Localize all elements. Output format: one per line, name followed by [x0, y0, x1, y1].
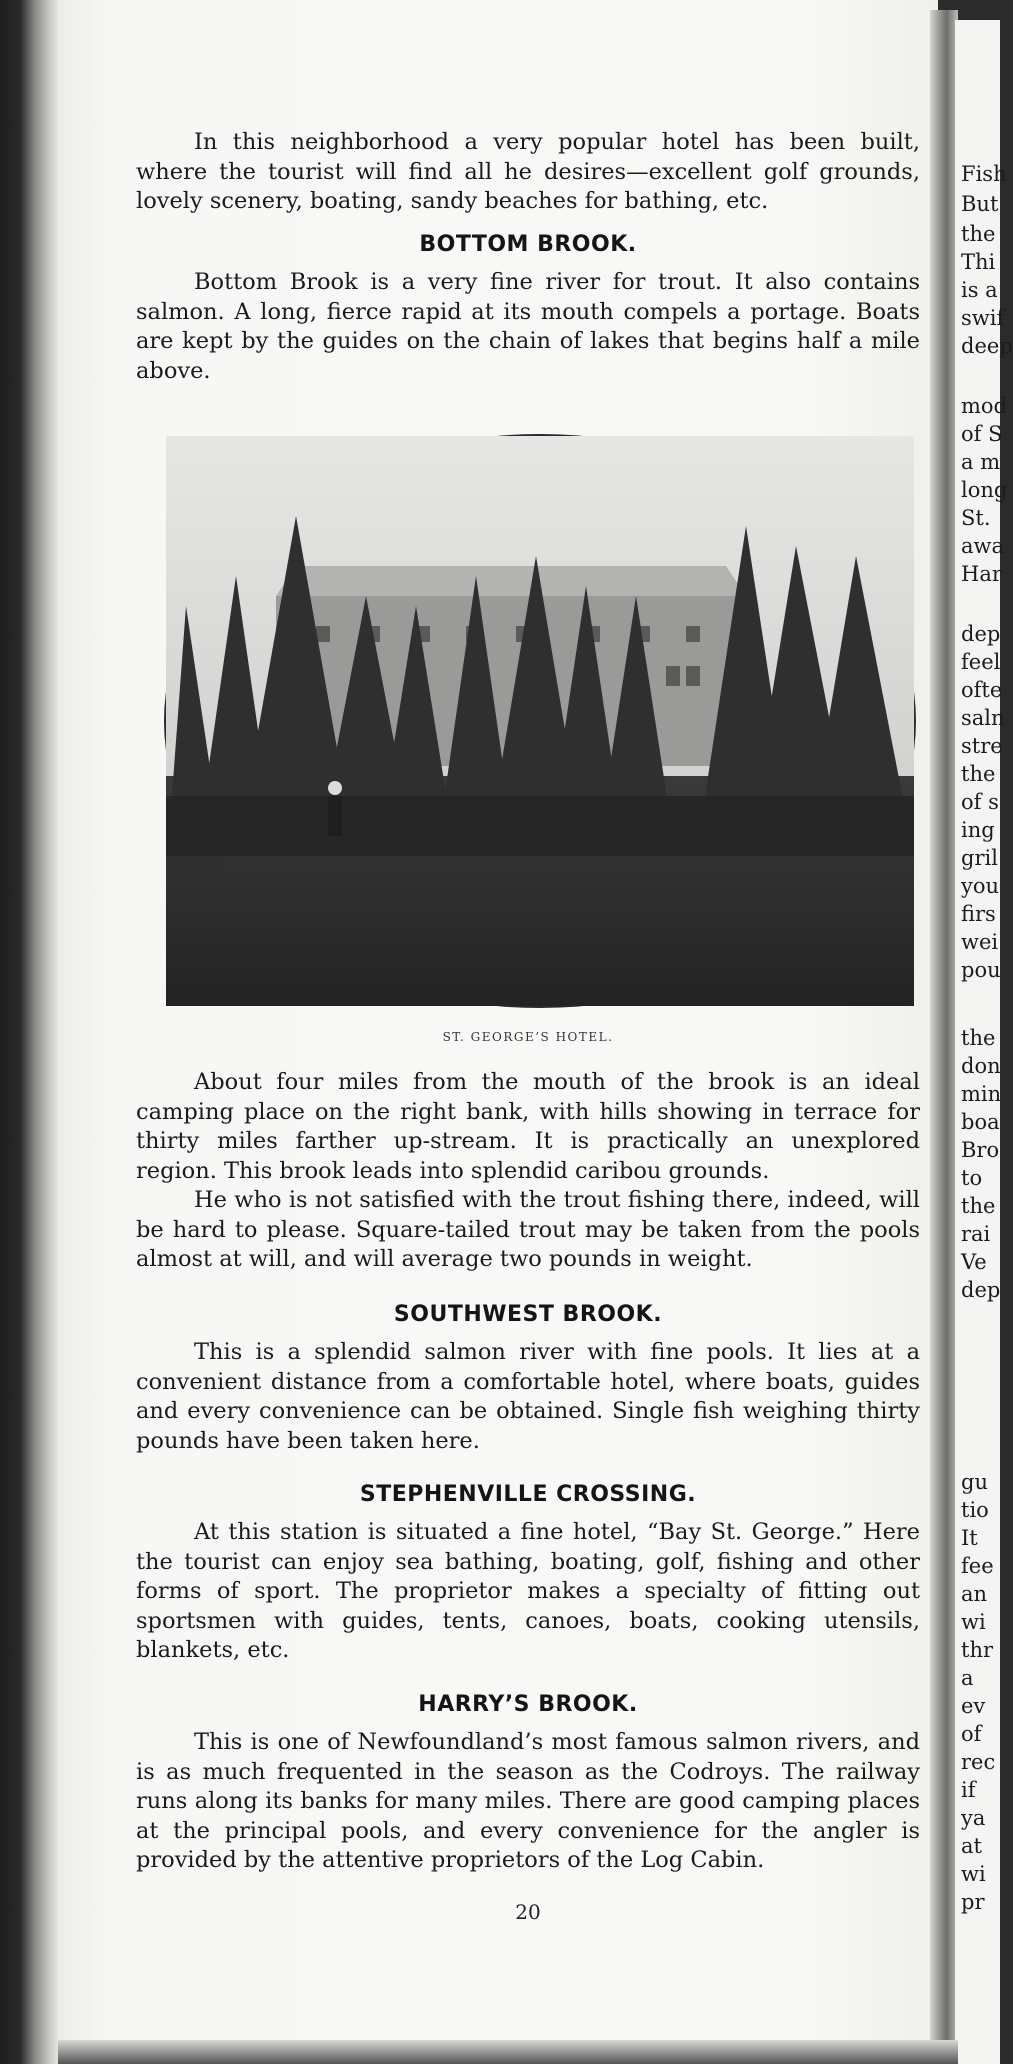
bottom-brook-camping-paragraph: About four miles from the mouth of the brook is an ideal camping place on the right bank, with hills showing in terrace for thirty miles farther up-stream. It is practically an unexplored region. This brook leads into splendid caribou grounds.	[136, 1069, 920, 1184]
facing-page-line-fragment: It	[961, 1526, 978, 1550]
facing-page-line-fragment: saln	[961, 706, 1005, 730]
facing-page-line-fragment: firs	[961, 902, 996, 926]
facing-page-line-fragment: gu	[961, 1470, 988, 1494]
facing-page-line-fragment: a m	[961, 450, 1001, 474]
facing-page-line-fragment: you	[961, 874, 1000, 898]
facing-page-line-fragment: wi	[961, 1862, 986, 1886]
facing-page-line-fragment: is a	[961, 278, 998, 302]
hotel-photograph	[164, 434, 916, 1008]
page-bottom-shadow	[58, 2040, 958, 2064]
heading-southwest-brook: SOUTHWEST BROOK.	[393, 1302, 663, 1327]
facing-page-line-fragment: ya	[961, 1806, 986, 1830]
hotel-photo-illustration	[166, 436, 914, 1006]
facing-page-line-fragment: ing	[961, 818, 995, 842]
facing-page-line-fragment: an	[961, 1582, 988, 1606]
facing-page-line-fragment: Bro	[961, 1138, 1000, 1162]
facing-page-line-fragment: gril	[961, 846, 998, 870]
facing-page-line-fragment: wi	[961, 1610, 986, 1634]
heading-bottom-brook: BOTTOM BROOK.	[419, 232, 637, 257]
facing-page-line-fragment: of S	[961, 422, 1003, 446]
facing-page-line-fragment: awa	[961, 534, 1005, 558]
bottom-brook-trout-paragraph: He who is not satisfied with the trout fishing there, indeed, will be hard to please. Square-tailed trout may be taken from the pools almost at will, and will average two pounds in weight.	[136, 1187, 920, 1272]
facing-page-line-fragment: of s	[961, 790, 999, 814]
facing-page-line-fragment: thr	[961, 1638, 994, 1662]
intro-paragraph: In this neighborhood a very popular hotel has been built, where the tourist will find all he desires—excellent golf grounds, lovely scenery, boating, sandy beaches for bathing, etc.	[136, 129, 920, 214]
facing-page-line-fragment: ev	[961, 1694, 986, 1718]
facing-page-line-fragment: stre	[961, 734, 1003, 758]
facing-page-line-fragment: dep	[961, 1278, 1001, 1302]
facing-page-line-fragment: if	[961, 1778, 976, 1802]
page-gutter	[930, 10, 958, 2064]
facing-page-line-fragment: Thi	[961, 250, 996, 274]
facing-page-line-fragment: swif	[961, 306, 1005, 330]
facing-page-edge	[955, 20, 1013, 2064]
facing-page-line-fragment: ofte	[961, 678, 1003, 702]
stephenville-crossing-text	[136, 1518, 920, 1666]
southwest-brook-paragraph: This is a splendid salmon river with fine pools. It lies at a convenient distance from a comfortable hotel, where boats, guides and every convenience can be obtained. Single fish weighing thirty pounds have been taken here.	[136, 1339, 920, 1454]
bottom-brook-text	[136, 268, 920, 386]
facing-page-line-fragment: But	[961, 192, 999, 216]
facing-page-line-fragment: rec	[961, 1750, 996, 1774]
harrys-brook-text	[136, 1728, 920, 1876]
book-binding-edge	[0, 0, 58, 2064]
facing-page-line-fragment: fee	[961, 1554, 994, 1578]
facing-page-line-fragment: the	[961, 1026, 996, 1050]
facing-page-line-fragment: mod	[961, 394, 1007, 418]
facing-page-line-fragment: Har	[961, 562, 1002, 586]
facing-page-line-fragment: Fish	[961, 162, 1007, 186]
facing-page-line-fragment: tio	[961, 1498, 989, 1522]
bottom-brook-continued	[136, 1068, 920, 1275]
facing-page-line-fragment: pr	[961, 1890, 985, 1914]
facing-page-line-fragment: the	[961, 1194, 996, 1218]
facing-page-line-fragment: wei	[961, 930, 999, 954]
southwest-brook-text	[136, 1338, 920, 1456]
intro-text	[136, 128, 920, 217]
facing-page-line-fragment: Ve	[961, 1250, 987, 1274]
page-number: 20	[515, 1900, 541, 1924]
facing-page-line-fragment: boa	[961, 1110, 1000, 1134]
facing-page-line-fragment: at	[961, 1834, 982, 1858]
facing-page-line-fragment: dep	[961, 622, 1001, 646]
heading-harrys-brook: HARRY’S BROOK.	[418, 1692, 638, 1717]
facing-page-line-fragment: of	[961, 1722, 982, 1746]
facing-page-line-fragment: pou	[961, 958, 1001, 982]
facing-page-line-fragment: to	[961, 1166, 983, 1190]
facing-page-line-fragment: St.	[961, 506, 991, 530]
facing-page-line-fragment: deep	[961, 334, 1013, 358]
heading-stephenville-crossing: STEPHENVILLE CROSSING.	[359, 1482, 697, 1507]
facing-page-line-fragment: don	[961, 1054, 1001, 1078]
harrys-brook-paragraph: This is one of Newfoundland’s most famous salmon rivers, and is as much frequented in the season as the Codroys. The railway runs along its banks for many miles. There are good camping places at the principal pools, and every convenience for the angler is provided by the attentive proprietors of the Log Cabin.	[136, 1729, 920, 1873]
bottom-brook-paragraph: Bottom Brook is a very fine river for trout. It also contains salmon. A long, fierce rapid at its mouth compels a portage. Boats are kept by the guides on the chain of lakes that begins half a mile above.	[136, 269, 920, 384]
facing-page-line-fragment: a	[961, 1666, 974, 1690]
facing-page-line-fragment: the	[961, 762, 996, 786]
facing-page-line-fragment: long	[961, 478, 1008, 502]
facing-page-line-fragment: the	[961, 222, 996, 246]
photo-caption: ST. GEORGE’S HOTEL.	[442, 1030, 614, 1044]
facing-page-line-fragment: rai	[961, 1222, 991, 1246]
facing-page-line-fragment: feel	[961, 650, 1001, 674]
facing-page-line-fragment: min	[961, 1082, 1002, 1106]
stephenville-crossing-paragraph: At this station is situated a fine hotel, “Bay St. George.” Here the tourist can enjoy sea bathing, boating, golf, fishing and other forms of sport. The proprietor makes a specialty of fitting out sportsmen with guides, tents, canoes, boats, cooking utensils, blankets, etc.	[136, 1519, 920, 1663]
